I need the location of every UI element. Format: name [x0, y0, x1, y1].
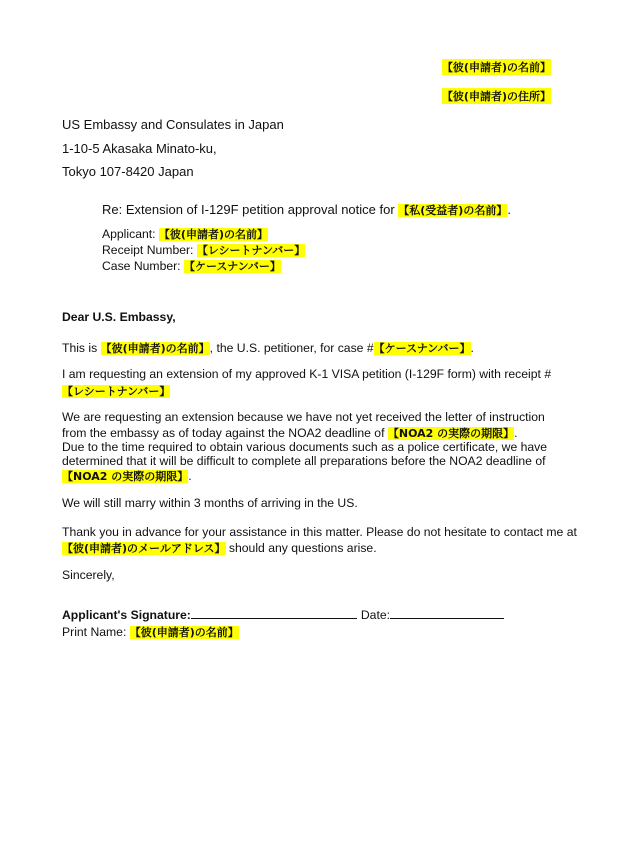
case-line — [102, 258, 281, 274]
date-label: Date: — [360, 608, 390, 622]
paragraph-5-line-1: Thank you in advance for your assistance in this matter. Please do not hesitate to contact me at — [62, 525, 577, 539]
p1-name-placeholder: 【彼(申請者)の名前】 — [100, 342, 210, 355]
case-placeholder: 【ケースナンバー】 — [183, 260, 281, 273]
print-name-line — [62, 624, 239, 640]
re-beneficiary-placeholder: 【私(受益者)の名前】 — [398, 204, 508, 217]
applicant-label: Applicant: — [102, 227, 159, 241]
recipient-line-2: 1-10-5 Akasaka Minato-ku, — [62, 141, 217, 156]
receipt-line — [102, 242, 305, 258]
p1-case-placeholder: 【ケースナンバー】 — [373, 342, 471, 355]
p3-text-b: . — [514, 426, 518, 440]
re-prefix: Re: Extension of I-129F petition approval notice for — [102, 202, 399, 217]
paragraph-3-line-3: Due to the time required to obtain various documents such as a police certificate, we have — [62, 440, 548, 454]
paragraph-2-line-1: I am requesting an extension of my approved K-1 VISA petition (I-129F form) with receipt # — [62, 367, 552, 381]
receipt-label: Receipt Number: — [102, 243, 197, 257]
applicant-placeholder: 【彼(申請者)の名前】 — [158, 228, 268, 241]
p3-text-end: . — [188, 469, 192, 483]
case-label: Case Number: — [102, 259, 184, 273]
p3-deadline-placeholder-2: 【NOA2 の実際の期限】 — [62, 470, 189, 483]
closing: Sincerely, — [62, 568, 115, 582]
re-suffix: . — [507, 202, 511, 217]
salutation: Dear U.S. Embassy, — [62, 310, 176, 324]
p1-text-b: , the U.S. petitioner, for case # — [209, 341, 374, 355]
paragraph-3-line-1: We are requesting an extension because we have not yet received the letter of instruction — [62, 410, 545, 424]
applicant-line — [102, 226, 268, 242]
paragraph-5-line-2 — [62, 540, 377, 556]
paragraph-3-line-2 — [62, 425, 518, 441]
p2-receipt-placeholder: 【レシートナンバー】 — [62, 385, 171, 398]
paragraph-1 — [62, 340, 474, 356]
p1-text-c: . — [470, 341, 474, 355]
p3-deadline-placeholder-1: 【NOA2 の実際の期限】 — [387, 427, 515, 440]
paragraph-4: We will still marry within 3 months of arriving in the US. — [62, 496, 358, 510]
signature-line — [62, 608, 504, 622]
recipient-line-1: US Embassy and Consulates in Japan — [62, 117, 284, 132]
p5-text-b: should any questions arise. — [225, 541, 377, 555]
p1-text-a: This is — [62, 341, 101, 355]
p3-text-a: from the embassy as of today against the NOA2 deadline of — [62, 426, 388, 440]
recipient-line-3: Tokyo 107-8420 Japan — [62, 164, 194, 179]
paragraph-2-line-2 — [62, 382, 170, 400]
paragraph-3-line-5 — [62, 468, 192, 484]
receipt-placeholder: 【レシートナンバー】 — [196, 244, 306, 257]
p5-email-placeholder: 【彼(申請者)のメールアドレス】 — [62, 542, 226, 555]
sender-address-placeholder: 【彼(申請者)の住所】 — [441, 90, 551, 103]
print-name-placeholder: 【彼(申請者)の名前】 — [129, 626, 239, 639]
signature-label: Applicant's Signature: — [62, 608, 191, 622]
paragraph-3-line-4: determined that it will be difficult to complete all preparations before the NOA2 deadline of — [62, 454, 546, 468]
sender-name-placeholder: 【彼(申請者)の名前】 — [441, 61, 551, 74]
print-name-label: Print Name: — [62, 625, 130, 639]
date-blank — [390, 617, 504, 619]
re-line — [102, 202, 511, 218]
signature-blank — [191, 617, 357, 619]
